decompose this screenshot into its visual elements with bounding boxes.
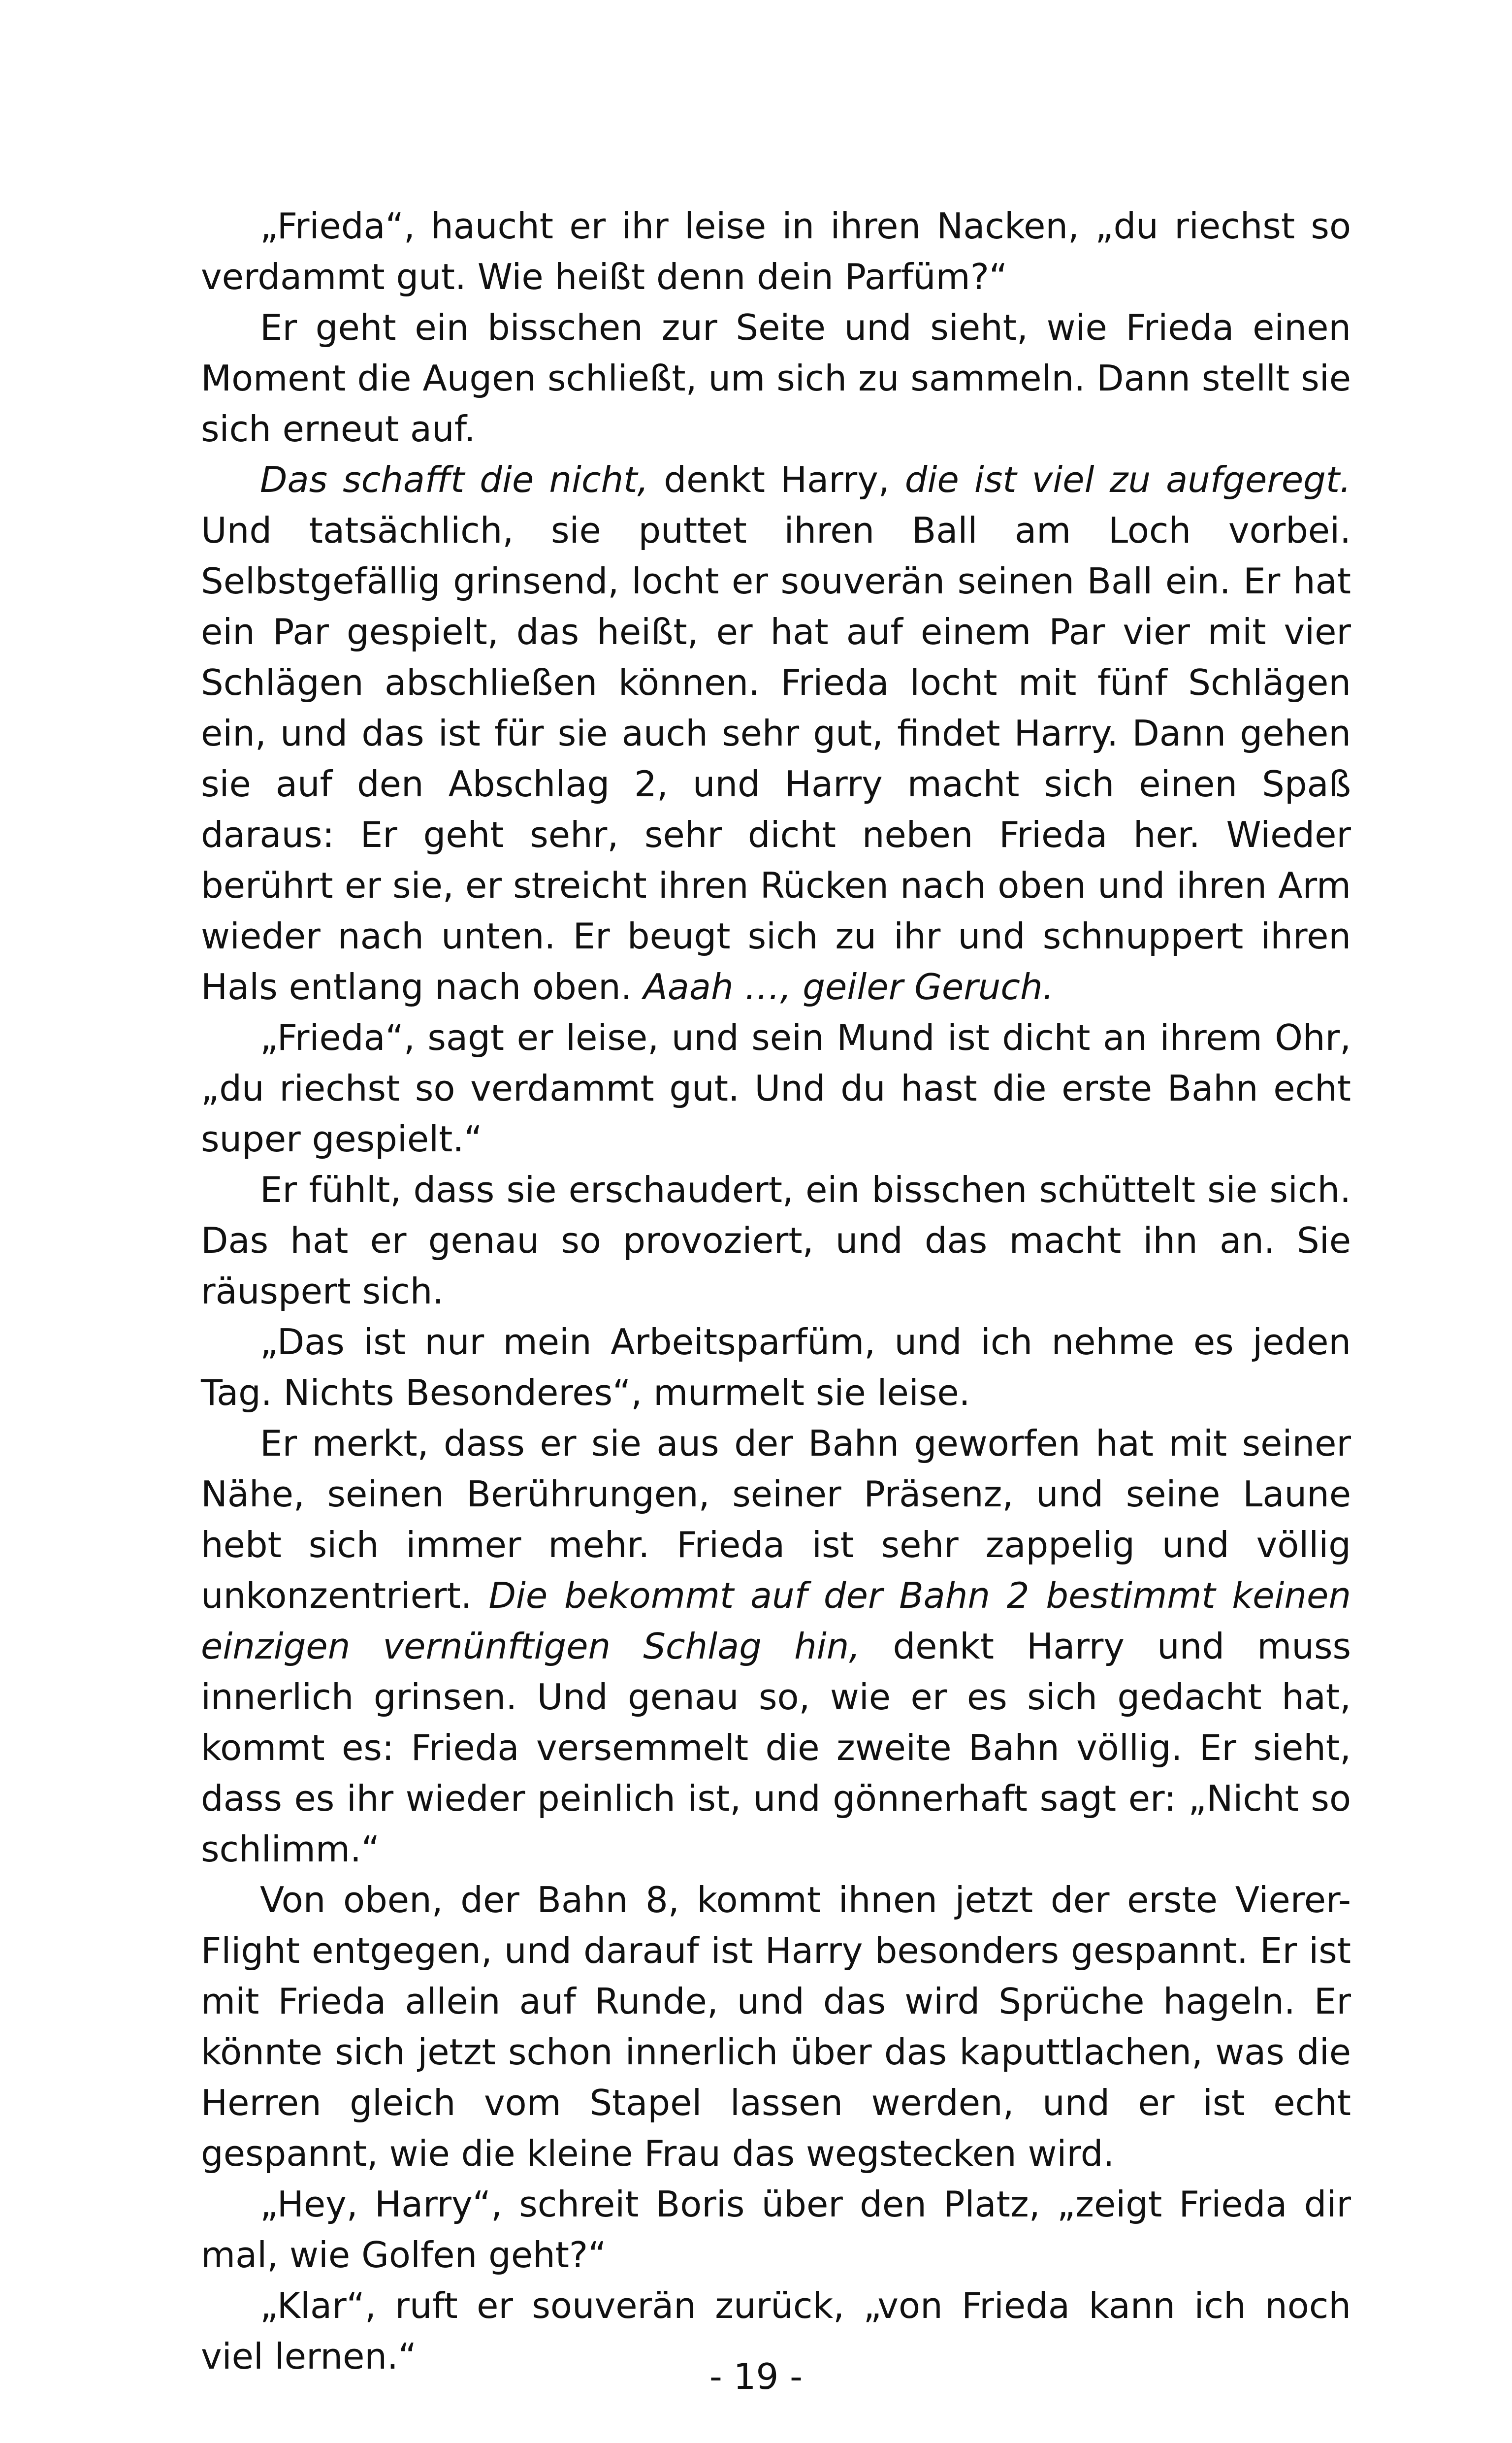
paragraph — [201, 2179, 1351, 2280]
paragraph — [201, 302, 1351, 455]
italic-text-segment: die ist viel zu aufgeregt. — [904, 459, 1351, 500]
paragraph — [201, 1165, 1351, 1317]
paragraph — [201, 455, 1351, 1012]
text-segment: Und tatsächlich, sie puttet ihren Ball am Loch vorbei. Selbstgefällig grinsend, locht er souverän seinen Ball ein. Er hat ein Par gespielt, das heißt, er hat auf einem Par vier mit vier Schlägen abschließen können. Frieda locht mit fünf Schlägen ein, und das ist für sie auch sehr gut, findet Harry. Dann gehen sie auf den Abschlag 2, und Harry macht sich einen Spaß daraus: Er geht sehr, sehr dicht neben Frieda her. Wieder berührt er sie, er streicht ihren Rücken nach oben und ihren Arm wieder nach unten. Er beugt sich zu ihr und schnuppert ihren Hals entlang nach oben. — [201, 510, 1351, 1008]
text-segment: Er geht ein bisschen zur Seite und sieht, wie Frieda einen Moment die Augen schließt, um sich zu sammeln. Dann stellt sie sich erneut auf. — [201, 307, 1351, 450]
paragraph — [201, 201, 1351, 302]
text-segment: denkt Harry, — [648, 459, 905, 500]
page-number: - 19 - — [709, 2356, 803, 2397]
italic-text-segment: Aaah …, geiler Geruch. — [643, 966, 1054, 1008]
text-segment: Von oben, der Bahn 8, kommt ihnen jetzt der erste Vierer-Flight entgegen, und darauf ist Harry besonders gespannt. Er ist mit Frieda allein auf Runde, und das wird Sprüche hageln. Er könnte sich jetzt schon innerlich über das kaputtlachen, was die Herren gleich vom Stapel lassen werden, und er ist echt gespannt, wie die kleine Frau das wegstecken wird. — [201, 1879, 1351, 2174]
text-segment: denkt Harry und muss innerlich grinsen. Und genau so, wie er es sich gedacht hat, kommt es: Frieda versemmelt die zweite Bahn völlig. Er sieht, dass es ihr wieder peinlich ist, und gönnerhaft sagt er: „Nicht so schlimm.“ — [201, 1626, 1351, 1870]
text-segment: Er fühlt, dass sie erschaudert, ein bisschen schüttelt sie sich. Das hat er genau so provoziert, und das macht ihn an. Sie räuspert sich. — [201, 1169, 1351, 1312]
text-segment: „Hey, Harry“, schreit Boris über den Platz, „zeigt Frieda dir mal, wie Golfen geht?“ — [201, 2183, 1351, 2276]
paragraph — [201, 1317, 1351, 1418]
text-segment: „Frieda“, haucht er ihr leise in ihren Nacken, „du riechst so verdammt gut. Wie heißt denn dein Parfüm?“ — [201, 205, 1351, 297]
paragraph — [201, 1418, 1351, 1875]
text-segment: „Klar“, ruft er souverän zurück, „von Frieda kann ich noch viel lernen.“ — [201, 2285, 1351, 2377]
book-page-body — [201, 201, 1351, 2382]
paragraph — [201, 1012, 1351, 1165]
italic-text-segment: Die bekommt auf der Bahn 2 bestimmt keinen einzigen vernünftigen Schlag hin, — [201, 1575, 1351, 1667]
text-segment: „Das ist nur mein Arbeitsparfüm, und ich nehme es jeden Tag. Nichts Besonderes“, murmelt sie leise. — [201, 1321, 1351, 1413]
paragraph — [201, 1875, 1351, 2179]
text-segment: Er merkt, dass er sie aus der Bahn geworfen hat mit seiner Nähe, seinen Berührungen, seiner Präsenz, und seine Laune hebt sich immer mehr. Frieda ist sehr zappelig und völlig unkonzentriert. — [201, 1423, 1351, 1616]
italic-text-segment: Das schafft die nicht, — [260, 459, 649, 500]
text-segment: „Frieda“, sagt er leise, und sein Mund ist dicht an ihrem Ohr, „du riechst so verdammt gut. Und du hast die erste Bahn echt super gespielt.“ — [201, 1017, 1351, 1160]
